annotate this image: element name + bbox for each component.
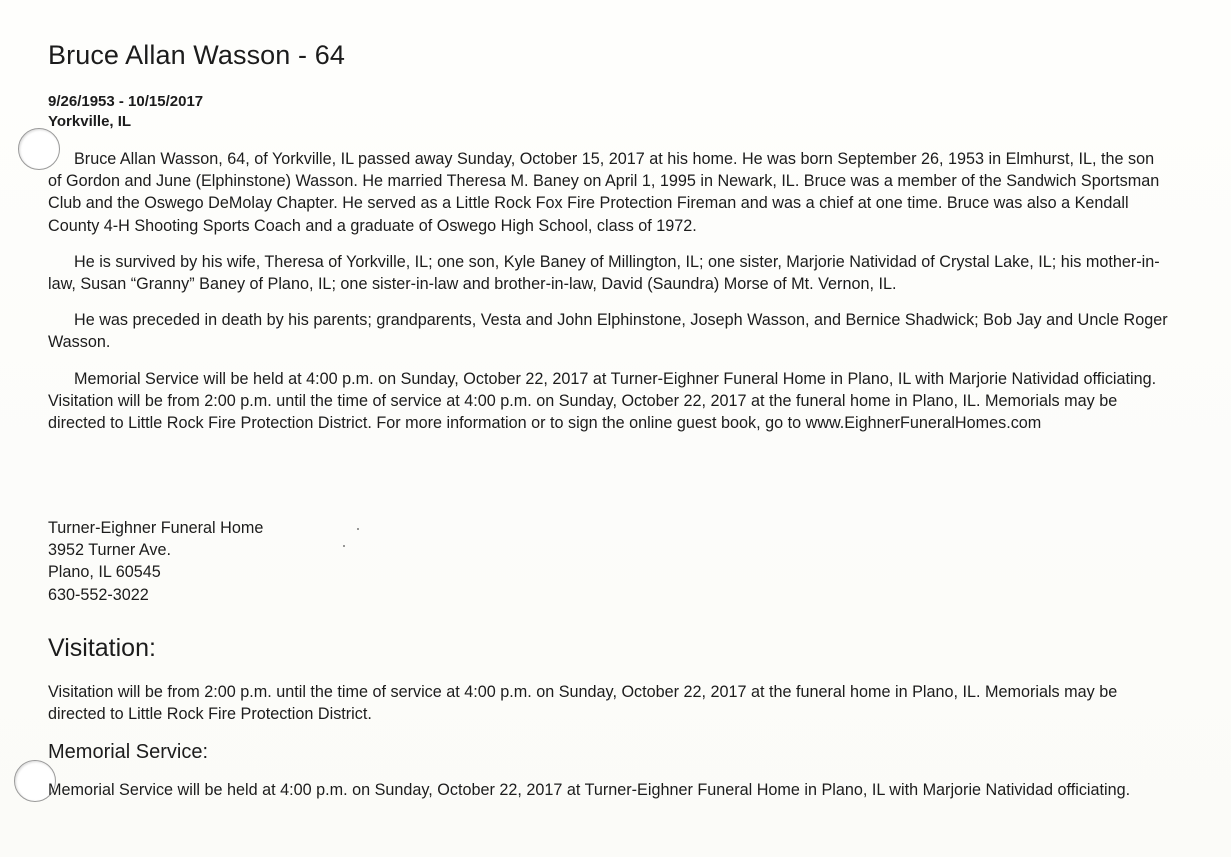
funeral-home-address <box>48 517 263 606</box>
scan-speck <box>357 528 359 530</box>
life-dates: 9/26/1953 - 10/15/2017 <box>48 93 204 110</box>
memorial-service-text: Memorial Service will be held at 4:00 p.m. on Sunday, October 22, 2017 at Turner-Eighner Funeral Home in Plano, IL with Marjorie Natividad officiating. <box>48 781 1131 799</box>
obituary-paragraph: He was preceded in death by his parents; grandparents, Vesta and John Elphinstone, Joseph Wasson, and Bernice Shadwick; Bob Jay and Uncle Roger Wasson. <box>48 311 1168 352</box>
funeral-home-street: 3952 Turner Ave. <box>48 541 171 560</box>
visitation-text: Visitation will be from 2:00 p.m. until the time of service at 4:00 p.m. on Sunday, October 22, 2017 at the funeral home in Plano, IL. Memorials may be directed to Little Rock Fire Protection District. <box>48 683 1118 724</box>
memorial-service-heading: Memorial Service: <box>48 741 209 763</box>
obituary-paragraph: He is survived by his wife, Theresa of Yorkville, IL; one son, Kyle Baney of Millington, IL; one sister, Marjorie Natividad of Crystal Lake, IL; his mother-in-law, Susan “Granny” Baney of Plano, IL; one sister-in-law and brother-in-law, David (Saundra) Morse of Mt. Vernon, IL. <box>48 252 1160 294</box>
funeral-home-name: Turner-Eighner Funeral Home <box>48 519 264 537</box>
funeral-home-city: Plano, IL 60545 <box>48 563 161 582</box>
obituary-header-info <box>48 92 203 132</box>
obituary-body <box>48 148 1168 448</box>
scan-speck <box>343 545 345 547</box>
obituary-title: Bruce Allan Wasson - 64 <box>48 40 345 70</box>
obituary-paragraph: Memorial Service will be held at 4:00 p.m. on Sunday, October 22, 2017 at Turner-Eighner Funeral Home in Plano, IL with Marjorie Natividad officiating. Visitation will be from 2:00 p.m. until the time of service at 4:00 p.m. on Sunday, October 22, 2017 at the funeral home in Plano, IL. Memorials may be directed to Little Rock Fire Protection District. For more information or to sign the online guest book, go to www.EighnerFuneralHomes.com <box>48 369 1157 433</box>
obituary-paragraph: Bruce Allan Wasson, 64, of Yorkville, IL passed away Sunday, October 15, 2017 at his home. He was born September 26, 1953 in Elmhurst, IL, the son of Gordon and June (Elphinstone) Wasson. He married Theresa M. Baney on April 1, 1995 in Newark, IL. Bruce was a member of the Sandwich Sportsman Club and the Oswego DeMolay Chapter. He served as a Little Rock Fox Fire Protection Fireman and was a chief at one time. Bruce was also a Kendall County 4-H Shooting Sports Coach and a graduate of Oswego High School, class of 1972. <box>48 150 1160 235</box>
residence-location: Yorkville, IL <box>48 113 132 130</box>
funeral-home-phone: 630-552-3022 <box>48 585 149 604</box>
visitation-heading: Visitation: <box>48 634 156 662</box>
